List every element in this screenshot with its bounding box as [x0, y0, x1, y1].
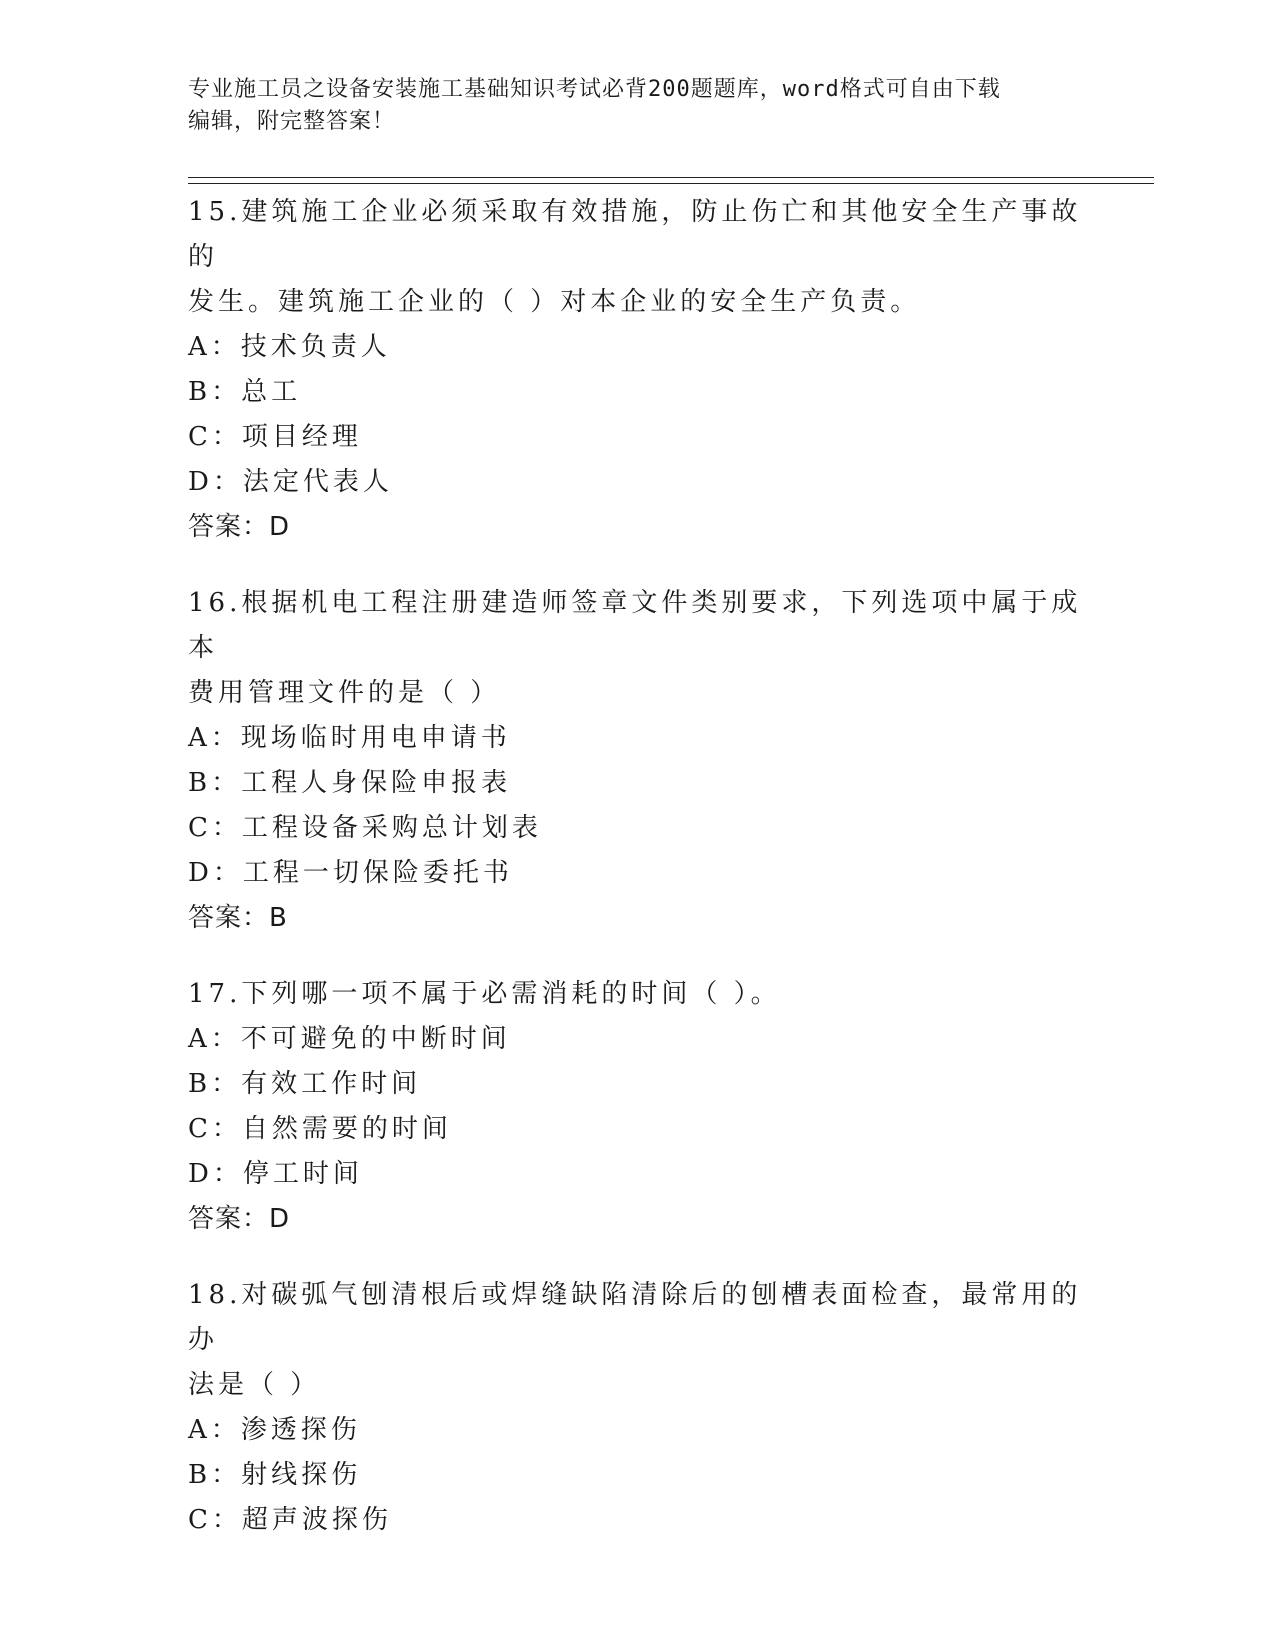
answer-line: 答案：D [188, 1204, 291, 1234]
header-line-2: 编辑，附完整答案！ [188, 109, 396, 134]
header-double-rule [188, 177, 1154, 184]
question-stem-line: 15.建筑施工企业必须采取有效措施，防止伤亡和其他安全生产事故的 [188, 197, 1082, 272]
question-stem-line: 发生。建筑施工企业的（ ）对本企业的安全生产负责。 [188, 287, 921, 317]
question-16 [188, 581, 1088, 941]
option-c: C：超声波探伤 [188, 1505, 392, 1535]
option-b: B：总工 [188, 377, 302, 407]
question-stem-line: 16.根据机电工程注册建造师签章文件类别要求，下列选项中属于成本 [188, 588, 1082, 663]
option-d: D：工程一切保险委托书 [188, 858, 513, 888]
question-list [188, 190, 1088, 1574]
option-b: B：有效工作时间 [188, 1069, 422, 1099]
answer-line: 答案：D [188, 512, 291, 542]
option-c: C：自然需要的时间 [188, 1114, 452, 1144]
option-b: B：射线探伤 [188, 1460, 362, 1490]
header-line-1: 专业施工员之设备安装施工基础知识考试必背200题题库，word格式可自由下载 [188, 77, 1001, 102]
option-c: C：项目经理 [188, 422, 362, 452]
option-d: D：停工时间 [188, 1159, 363, 1189]
option-d: D：法定代表人 [188, 467, 393, 497]
option-a: A：不可避免的中断时间 [188, 1024, 511, 1054]
question-stem-line: 费用管理文件的是（ ） [188, 678, 501, 708]
option-c: C：工程设备采购总计划表 [188, 813, 542, 843]
answer-line: 答案：B [188, 903, 288, 933]
question-17 [188, 972, 1088, 1242]
option-b: B：工程人身保险申报表 [188, 768, 512, 798]
document-header [188, 74, 1068, 138]
question-18 [188, 1273, 1088, 1543]
option-a: A：渗透探伤 [188, 1415, 361, 1445]
option-a: A：现场临时用电申请书 [188, 723, 511, 753]
question-stem-line: 法是（ ） [188, 1370, 321, 1400]
option-a: A：技术负责人 [188, 332, 391, 362]
question-15 [188, 190, 1088, 550]
question-stem-line: 18.对碳弧气刨清根后或焊缝缺陷清除后的刨槽表面检查，最常用的办 [188, 1280, 1082, 1355]
question-stem-line: 17.下列哪一项不属于必需消耗的时间（ ）。 [188, 979, 781, 1009]
